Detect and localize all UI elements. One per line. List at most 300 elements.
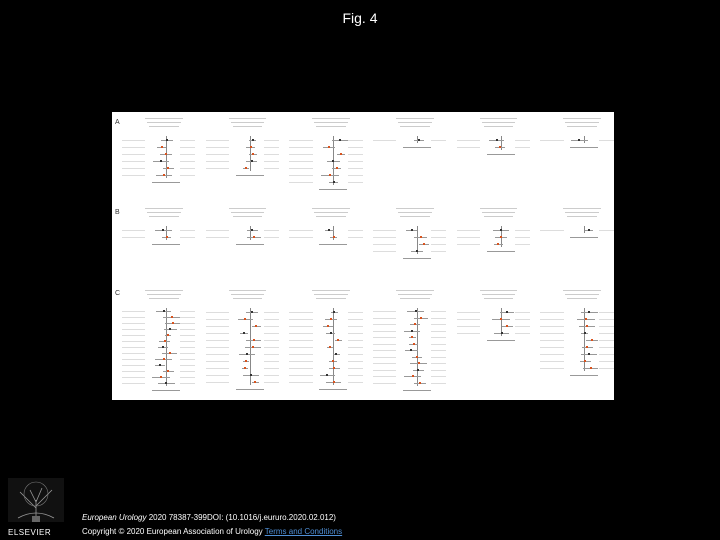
estimate-text-line: [348, 237, 363, 238]
panel-header-line: [312, 290, 350, 291]
estimate-text-line: [180, 359, 195, 360]
estimate-text-line: [431, 237, 446, 238]
panel-header-line: [567, 216, 597, 217]
estimate-marker: [160, 160, 162, 162]
estimate-marker: [411, 336, 413, 338]
panel-header-line: [484, 216, 514, 217]
estimate-text-line: [599, 340, 614, 341]
estimate-text-line: [431, 251, 446, 252]
estimate-text-line: [515, 319, 530, 320]
row-label-line: [289, 140, 312, 141]
estimate-text-line: [348, 175, 363, 176]
estimate-marker: [416, 250, 418, 252]
row-label-line: [289, 237, 312, 238]
row-label-line: [289, 312, 312, 313]
estimate-marker: [496, 139, 498, 141]
panel-header-line: [400, 298, 430, 299]
estimate-marker: [417, 369, 419, 371]
estimate-marker: [166, 139, 168, 141]
terms-link[interactable]: Terms and Conditions: [264, 527, 343, 536]
estimate-text-line: [264, 340, 279, 341]
panel-header-line: [149, 298, 179, 299]
estimate-marker: [245, 360, 247, 362]
estimate-text-line: [599, 347, 614, 348]
x-axis: [319, 244, 347, 245]
estimate-marker: [340, 153, 342, 155]
row-label-line: [373, 140, 396, 141]
estimate-text-line: [180, 154, 195, 155]
row-label-line: [122, 168, 145, 169]
row-label-line: [540, 230, 563, 231]
estimate-marker: [412, 375, 414, 377]
row-label-line: [289, 168, 312, 169]
estimate-text-line: [180, 317, 195, 318]
x-axis: [236, 389, 264, 390]
estimate-marker: [333, 311, 335, 313]
panel-header-line: [145, 118, 183, 119]
x-axis: [570, 147, 598, 148]
row-label-line: [540, 354, 563, 355]
estimate-marker: [159, 364, 161, 366]
estimate-text-line: [180, 168, 195, 169]
row-label-line: [373, 376, 396, 377]
estimate-text-line: [348, 340, 363, 341]
panel-header-line: [396, 290, 434, 291]
estimate-marker: [337, 339, 339, 341]
panel-header-line: [231, 122, 265, 123]
row-label-line: [206, 354, 229, 355]
estimate-marker: [167, 167, 169, 169]
panel-header-line: [565, 294, 599, 295]
estimate-marker: [411, 229, 413, 231]
row-label-line: [122, 237, 145, 238]
row-label-line: [122, 317, 145, 318]
estimate-marker: [250, 374, 252, 376]
copyright-line: [82, 527, 342, 536]
estimate-text-line: [431, 311, 446, 312]
estimate-marker: [420, 236, 422, 238]
estimate-text-line: [431, 376, 446, 377]
row-label-line: [122, 359, 145, 360]
estimate-marker: [169, 328, 171, 330]
panel-header-line: [480, 290, 518, 291]
row-label-line: [122, 365, 145, 366]
estimate-marker: [253, 236, 255, 238]
x-axis: [570, 375, 598, 376]
row-label-line: [122, 383, 145, 384]
row-label-line: [206, 154, 229, 155]
estimate-text-line: [180, 175, 195, 176]
estimate-text-line: [264, 230, 279, 231]
estimate-marker: [506, 311, 508, 313]
elsevier-wordmark: ELSEVIER: [8, 528, 52, 537]
estimate-text-line: [599, 319, 614, 320]
estimate-text-line: [431, 140, 446, 141]
row-label-line: [373, 311, 396, 312]
row-label-line: [289, 333, 312, 334]
panel-header-line: [400, 216, 430, 217]
estimate-marker: [326, 374, 328, 376]
reference-line: [333, 226, 334, 240]
estimate-marker: [332, 360, 334, 362]
row-label-line: [122, 175, 145, 176]
row-label-line: [457, 326, 480, 327]
panel-header-line: [482, 294, 516, 295]
estimate-text-line: [264, 319, 279, 320]
row-label-line: [206, 319, 229, 320]
estimate-marker: [329, 174, 331, 176]
row-label-line: [457, 230, 480, 231]
row-label-line: [540, 340, 563, 341]
estimate-text-line: [348, 312, 363, 313]
reference-line: [333, 308, 334, 385]
estimate-text-line: [599, 140, 614, 141]
row-label-line: [457, 312, 480, 313]
panel-header-line: [314, 212, 348, 213]
estimate-marker: [165, 153, 167, 155]
panel-header-line: [229, 208, 267, 209]
estimate-text-line: [348, 354, 363, 355]
estimate-text-line: [264, 237, 279, 238]
row-label-line: [373, 344, 396, 345]
estimate-marker: [244, 367, 246, 369]
estimate-text-line: [348, 361, 363, 362]
row-label-line: [289, 161, 312, 162]
estimate-marker: [328, 146, 330, 148]
panel-header-line: [147, 122, 181, 123]
row-label-line: [289, 182, 312, 183]
x-axis: [319, 189, 347, 190]
panel-header-line: [480, 118, 518, 119]
estimate-text-line: [348, 140, 363, 141]
estimate-text-line: [180, 147, 195, 148]
estimate-marker: [330, 332, 332, 334]
estimate-text-line: [264, 347, 279, 348]
row-label-line: [206, 237, 229, 238]
row-label-line: [373, 350, 396, 351]
panel-header-line: [147, 212, 181, 213]
row-label-line: [206, 140, 229, 141]
row-label-line: [373, 363, 396, 364]
row-label-line: [373, 337, 396, 338]
panel-header-line: [480, 208, 518, 209]
estimate-marker: [335, 353, 337, 355]
estimate-text-line: [180, 161, 195, 162]
estimate-marker: [588, 353, 590, 355]
reference-line: [166, 136, 167, 178]
row-label-line: [122, 230, 145, 231]
row-label-b: B: [115, 209, 120, 216]
row-label-line: [289, 361, 312, 362]
row-label-line: [457, 319, 480, 320]
estimate-text-line: [348, 182, 363, 183]
estimate-text-line: [348, 230, 363, 231]
estimate-marker: [251, 160, 253, 162]
estimate-text-line: [348, 161, 363, 162]
row-label-line: [122, 329, 145, 330]
estimate-text-line: [515, 147, 530, 148]
row-label-line: [289, 382, 312, 383]
row-label-line: [206, 230, 229, 231]
x-axis: [403, 147, 431, 148]
estimate-text-line: [180, 335, 195, 336]
panel-header-line: [145, 208, 183, 209]
estimate-marker: [172, 322, 174, 324]
x-axis: [487, 251, 515, 252]
row-label-line: [122, 347, 145, 348]
estimate-text-line: [515, 244, 530, 245]
row-label-line: [540, 361, 563, 362]
estimate-text-line: [431, 370, 446, 371]
panel-header-line: [314, 122, 348, 123]
x-axis: [487, 340, 515, 341]
estimate-marker: [169, 352, 171, 354]
panel-header-line: [316, 216, 346, 217]
row-label-line: [457, 333, 480, 334]
estimate-marker: [339, 139, 341, 141]
estimate-text-line: [180, 237, 195, 238]
estimate-text-line: [264, 161, 279, 162]
panel-header-line: [400, 126, 430, 127]
estimate-text-line: [180, 365, 195, 366]
row-label-line: [289, 375, 312, 376]
estimate-text-line: [264, 333, 279, 334]
estimate-marker: [586, 346, 588, 348]
estimate-marker: [584, 360, 586, 362]
estimate-marker: [160, 376, 162, 378]
row-label-line: [289, 154, 312, 155]
estimate-text-line: [180, 140, 195, 141]
estimate-text-line: [348, 147, 363, 148]
estimate-marker: [330, 318, 332, 320]
row-label-line: [373, 383, 396, 384]
estimate-text-line: [515, 326, 530, 327]
estimate-marker: [499, 146, 501, 148]
estimate-text-line: [599, 333, 614, 334]
estimate-text-line: [599, 230, 614, 231]
estimate-marker: [252, 153, 254, 155]
estimate-text-line: [515, 237, 530, 238]
estimate-text-line: [264, 382, 279, 383]
row-label-line: [373, 244, 396, 245]
estimate-text-line: [180, 323, 195, 324]
panel-header-line: [149, 216, 179, 217]
estimate-text-line: [348, 368, 363, 369]
estimate-marker: [413, 343, 415, 345]
estimate-text-line: [431, 230, 446, 231]
estimate-text-line: [431, 337, 446, 338]
estimate-marker: [162, 229, 164, 231]
estimate-text-line: [180, 371, 195, 372]
estimate-text-line: [348, 319, 363, 320]
estimate-text-line: [264, 312, 279, 313]
estimate-text-line: [599, 368, 614, 369]
row-label-line: [289, 326, 312, 327]
estimate-marker: [164, 340, 166, 342]
estimate-marker: [250, 146, 252, 148]
estimate-marker: [584, 332, 586, 334]
row-label-line: [373, 324, 396, 325]
panel-header-line: [482, 122, 516, 123]
row-label-line: [289, 347, 312, 348]
forest-plot-figure: [112, 112, 614, 400]
panel-header-line: [233, 298, 263, 299]
estimate-marker: [329, 346, 331, 348]
estimate-marker: [167, 334, 169, 336]
copyright-text: Copyright © 2020 European Association of Urology: [82, 527, 265, 536]
estimate-text-line: [348, 382, 363, 383]
panel-header-line: [398, 294, 432, 295]
estimate-text-line: [348, 375, 363, 376]
estimate-marker: [328, 229, 330, 231]
row-label-line: [373, 331, 396, 332]
panel-header-line: [316, 298, 346, 299]
panel-header-line: [563, 118, 601, 119]
row-label-line: [373, 370, 396, 371]
panel-header-line: [565, 122, 599, 123]
row-label-line: [122, 371, 145, 372]
row-label-a: A: [115, 119, 120, 126]
panel-header-line: [233, 126, 263, 127]
estimate-text-line: [431, 344, 446, 345]
estimate-text-line: [264, 375, 279, 376]
panel-header-line: [567, 298, 597, 299]
reference-line: [166, 226, 167, 240]
estimate-marker: [333, 367, 335, 369]
row-label-line: [206, 333, 229, 334]
panel-header-line: [316, 126, 346, 127]
row-label-line: [122, 377, 145, 378]
panel-header-line: [398, 122, 432, 123]
row-label-line: [206, 312, 229, 313]
estimate-marker: [414, 323, 416, 325]
estimate-marker: [586, 325, 588, 327]
estimate-text-line: [599, 326, 614, 327]
estimate-marker: [501, 332, 503, 334]
journal-name: European Urology: [82, 513, 147, 522]
estimate-marker: [419, 382, 421, 384]
x-axis: [152, 244, 180, 245]
estimate-marker: [161, 146, 163, 148]
row-label-line: [122, 335, 145, 336]
estimate-text-line: [515, 333, 530, 334]
estimate-text-line: [264, 354, 279, 355]
row-label-line: [206, 382, 229, 383]
estimate-marker: [252, 139, 254, 141]
row-label-line: [540, 347, 563, 348]
row-label-line: [122, 147, 145, 148]
row-label-line: [289, 319, 312, 320]
row-label-line: [373, 230, 396, 231]
panel-header-line: [312, 208, 350, 209]
row-label-line: [206, 368, 229, 369]
estimate-text-line: [264, 147, 279, 148]
estimate-marker: [251, 311, 253, 313]
row-label-line: [122, 161, 145, 162]
estimate-marker: [336, 167, 338, 169]
row-label-line: [289, 175, 312, 176]
row-label-line: [373, 357, 396, 358]
estimate-marker: [591, 339, 593, 341]
row-label-line: [289, 340, 312, 341]
reference-line: [417, 308, 418, 386]
estimate-marker: [165, 382, 167, 384]
estimate-marker: [418, 362, 420, 364]
row-label-line: [122, 323, 145, 324]
panel-header-line: [567, 126, 597, 127]
estimate-text-line: [264, 361, 279, 362]
panel-header-line: [398, 212, 432, 213]
x-axis: [403, 258, 431, 259]
row-label-line: [373, 237, 396, 238]
estimate-text-line: [180, 341, 195, 342]
estimate-text-line: [264, 168, 279, 169]
estimate-marker: [416, 356, 418, 358]
estimate-text-line: [264, 140, 279, 141]
estimate-marker: [333, 381, 335, 383]
estimate-marker: [166, 236, 168, 238]
row-label-line: [457, 237, 480, 238]
estimate-marker: [423, 243, 425, 245]
estimate-marker: [171, 316, 173, 318]
estimate-marker: [243, 332, 245, 334]
estimate-marker: [418, 139, 420, 141]
estimate-text-line: [431, 350, 446, 351]
panel-header-line: [484, 126, 514, 127]
estimate-text-line: [180, 230, 195, 231]
estimate-marker: [415, 310, 417, 312]
estimate-text-line: [515, 230, 530, 231]
row-label-line: [206, 168, 229, 169]
estimate-marker: [420, 317, 422, 319]
row-label-line: [122, 353, 145, 354]
row-label-line: [540, 326, 563, 327]
figure-title: Fig. 4: [342, 10, 378, 26]
row-label-line: [289, 230, 312, 231]
estimate-text-line: [180, 329, 195, 330]
estimate-marker: [578, 139, 580, 141]
estimate-marker: [500, 236, 502, 238]
estimate-text-line: [599, 312, 614, 313]
row-label-line: [540, 368, 563, 369]
estimate-text-line: [348, 326, 363, 327]
estimate-text-line: [599, 354, 614, 355]
panel-header-line: [233, 216, 263, 217]
estimate-marker: [506, 325, 508, 327]
panel-header-line: [563, 208, 601, 209]
estimate-text-line: [264, 368, 279, 369]
reference-line: [501, 136, 502, 150]
panel-header-line: [563, 290, 601, 291]
panel-header-line: [149, 126, 179, 127]
panel-header-line: [145, 290, 183, 291]
panel-header-line: [396, 208, 434, 209]
estimate-text-line: [431, 324, 446, 325]
row-label-line: [540, 319, 563, 320]
row-label-line: [206, 375, 229, 376]
row-label-line: [373, 251, 396, 252]
panel-header-line: [229, 118, 267, 119]
citation-text: 2020 78387-399DOI: (10.1016/j.eururo.2020.02.012): [146, 513, 336, 522]
estimate-marker: [163, 310, 165, 312]
estimate-text-line: [264, 154, 279, 155]
panel-header-line: [231, 212, 265, 213]
estimate-marker: [411, 330, 413, 332]
row-label-line: [206, 347, 229, 348]
estimate-text-line: [348, 168, 363, 169]
x-axis: [152, 390, 180, 391]
row-label-line: [122, 311, 145, 312]
